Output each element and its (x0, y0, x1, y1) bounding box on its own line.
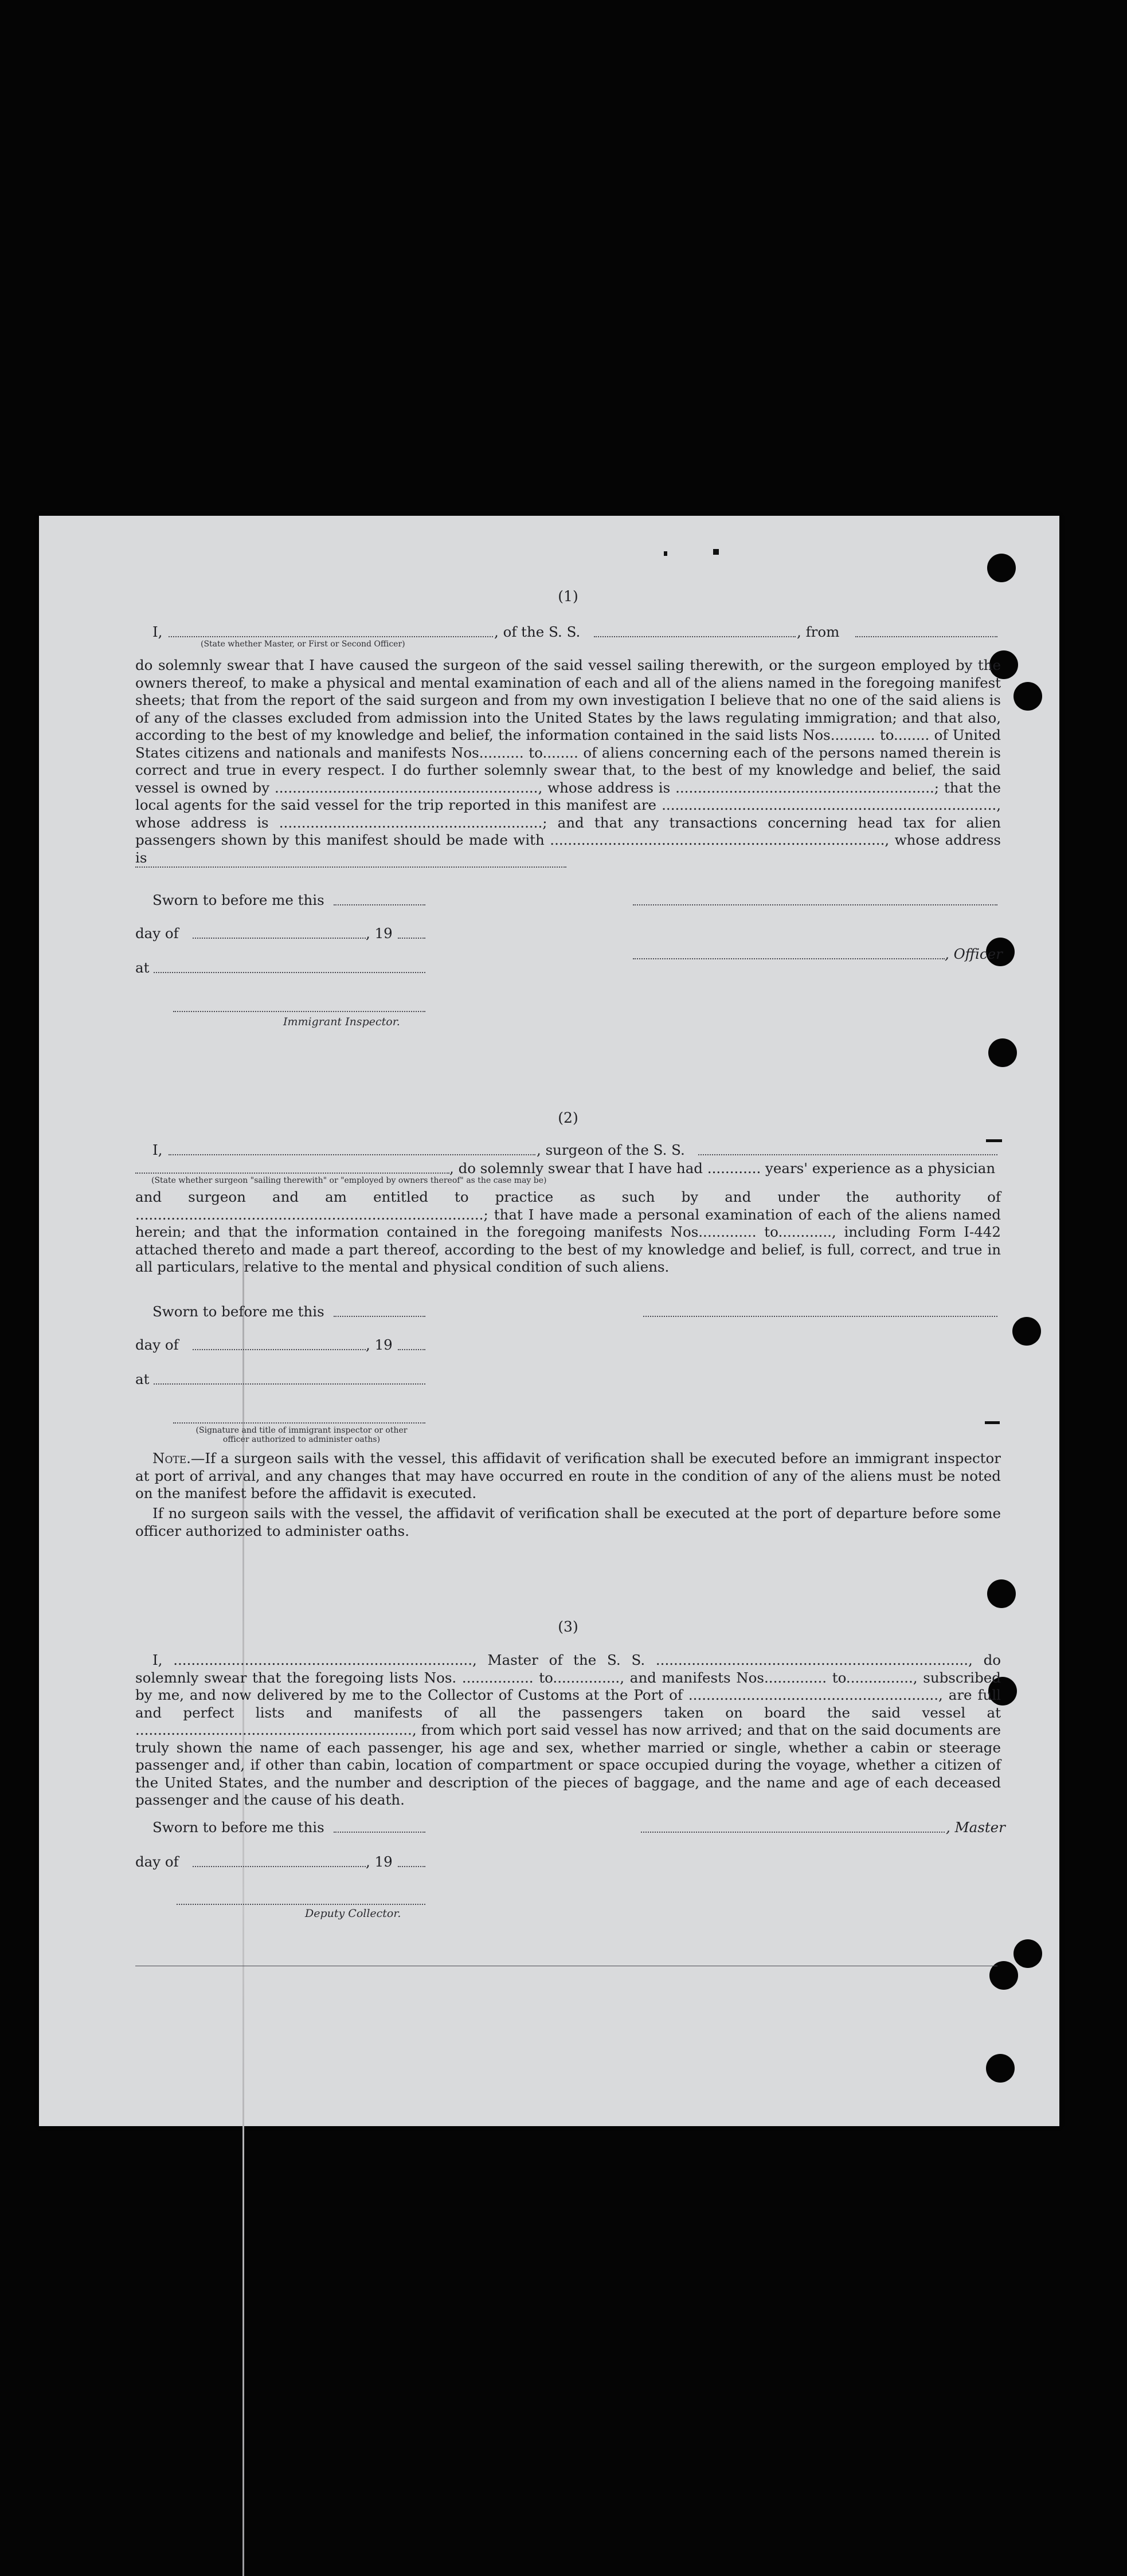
section-2-caption: (State whether surgeon "sailing therewith" or "employed by owners thereof" as the case may be) (151, 1176, 547, 1185)
section-2-year: , 19 (366, 1336, 393, 1353)
punch-hole-1 (987, 554, 1016, 582)
section-2-rule (169, 1154, 535, 1155)
section-1-rule (594, 636, 796, 637)
punch-hole-11 (986, 2054, 1015, 2083)
note-label: Note. (152, 1450, 191, 1467)
ink-dot (664, 551, 667, 556)
section-1-i: I, (152, 624, 163, 640)
note-text: —If a surgeon sails with the vessel, this affidavit of verification shall be executed before an immigrant inspector at port of arrival, and any changes that may have occurred en route in the condition of any of the aliens must be noted on the manifest before the affidavit is executed. (135, 1450, 1001, 1501)
section-3-rule (193, 1866, 366, 1867)
section-2-body: and surgeon and am entitled to practice as such by and under the authority of ..............................................................................; that I have made a personal examination of each of the aliens named herein; and that the information contained in the foregoing manifests Nos............. to............, including Form I-442 attached thereto and made a part thereof, according to the best of my knowledge and belief, is full, correct, and true in all particulars, relative to the mental and physical condition of such aliens. (135, 1189, 1001, 1275)
section-2-rule (698, 1154, 997, 1155)
section-2-at: at (135, 1371, 150, 1387)
document-page (39, 516, 1059, 2126)
section-2-day: day of (135, 1336, 179, 1353)
punch-hole-6 (1012, 1317, 1041, 1346)
section-1-day: day of (135, 925, 179, 942)
section-2-i: I, (152, 1142, 163, 1158)
section-2-rule (135, 1173, 449, 1174)
section-1-rule (154, 972, 425, 973)
section-1-number: (1) (558, 588, 578, 605)
officer-signature-caption: (Signature and title of immigrant inspector or other officer authorized to administer oaths) (195, 1426, 408, 1444)
section-2-rule (193, 1349, 366, 1350)
section-3-body: I, ..................................................................., Master of the S. S. ......................................................................, do solemnly swear that the foregoing lists Nos. ................ to..............., and manifests Nos.............. to..............., subscribed by me, and now delivered by me to the Collector of Customs at the Port of ........................................................, are full and perfect lists and manifests of all the passengers taken on board the said vessel at .............................................................., from which port said vessel has now arrived; and that on the said documents are truly shown the name of each passenger, his age and sex, whether married or single, whether a cabin or steerage passenger and, if other than cabin, location of compartment or space occupied during the voyage, whether a citizen of the United States, and the number and description of the pieces of baggage, and the name and age of each deceased passenger and the cause of his death. (135, 1652, 1001, 1808)
section-3-rule (334, 1832, 425, 1833)
surgeon-note-2: If no surgeon sails with the vessel, the affidavit of verification shall be executed at the port of departure before some officer authorized to administer oaths. (135, 1505, 1001, 1539)
officer-signature-line (633, 904, 997, 905)
punch-hole-5 (988, 1038, 1017, 1067)
immigrant-inspector-caption: Immigrant Inspector. (283, 1015, 400, 1028)
section-2-number: (2) (558, 1109, 578, 1126)
section-2-surgeon: , surgeon of the S. S. (537, 1142, 685, 1158)
section-2-sworn: Sworn to before me this (152, 1303, 324, 1320)
section-2-swear: , do solemnly swear that I have had ............ years' experience as a physician (449, 1160, 996, 1177)
section-3-sworn: Sworn to before me this (152, 1819, 324, 1836)
master-signature-line (641, 1832, 945, 1833)
ink-dot (713, 549, 719, 555)
officer-label: , Officer (945, 946, 1003, 962)
section-1-sworn: Sworn to before me this (152, 892, 324, 908)
punch-hole-3 (1013, 682, 1042, 711)
section-1-year: , 19 (366, 925, 393, 942)
officer-line (633, 958, 945, 959)
section-3-number: (3) (558, 1618, 578, 1635)
inspector-signature-line (173, 1011, 425, 1012)
section-2-rule (154, 1383, 425, 1385)
deputy-collector-caption: Deputy Collector. (305, 1907, 401, 1920)
section-1-rule (169, 636, 493, 637)
section-1-rule (334, 904, 425, 905)
section-2-rule (334, 1316, 425, 1317)
section-1-at: at (135, 959, 150, 976)
section-3-rule (398, 1866, 425, 1867)
collector-signature-line (177, 1904, 425, 1905)
punch-hole-7 (987, 1579, 1016, 1608)
section-3-day: day of (135, 1853, 179, 1870)
section-1-body: do solemnly swear that I have caused the surgeon of the said vessel sailing therewith, or the surgeon employed by the owners thereof, to make a physical and mental examination of each and all of the aliens named in the foregoing manifest sheets; that from the report of the said surgeon and from my own investigation I believe that no one of the said aliens is of any of the classes excluded from admission into the United States by the laws regulating immigration; and that also, according to the best of my knowledge and belief, the information contained in the said lists Nos.......... to........ of United States citizens and nationals and manifests Nos.......... to........ of aliens concerning each of the persons named therein is correct and true in every respect. I do further solemnly swear that, to the best of my knowledge and belief, the said vessel is owned by ..........................................................., whose address is ..........................................................; that the local agents for the said vessel for the trip reported in this manifest are ..........................................................................., whose address is ...........................................................; and that any transactions concerning head tax for alien passengers shown by this manifest should be made with ..........................................................................., whose address is (135, 657, 1001, 866)
section-1-rule (398, 938, 425, 939)
officer-signature-line (173, 1422, 425, 1424)
section-1-from: , from (797, 624, 840, 640)
section-1-rule (855, 636, 997, 637)
edge-mark (985, 1421, 1000, 1424)
edge-mark (986, 1139, 1002, 1142)
master-label: , Master (946, 1819, 1005, 1836)
section-1-ship: , of the S. S. (494, 624, 581, 640)
section-1-caption: (State whether Master, or First or Second Officer) (201, 640, 405, 649)
section-1-rule (193, 938, 366, 939)
section-2-rule (398, 1349, 425, 1350)
surgeon-note (135, 1450, 1001, 1503)
section-1-rule (135, 866, 566, 868)
section-3-year: , 19 (366, 1853, 393, 1870)
punch-hole-9 (1013, 1939, 1042, 1968)
surgeon-signature-line (643, 1316, 997, 1317)
